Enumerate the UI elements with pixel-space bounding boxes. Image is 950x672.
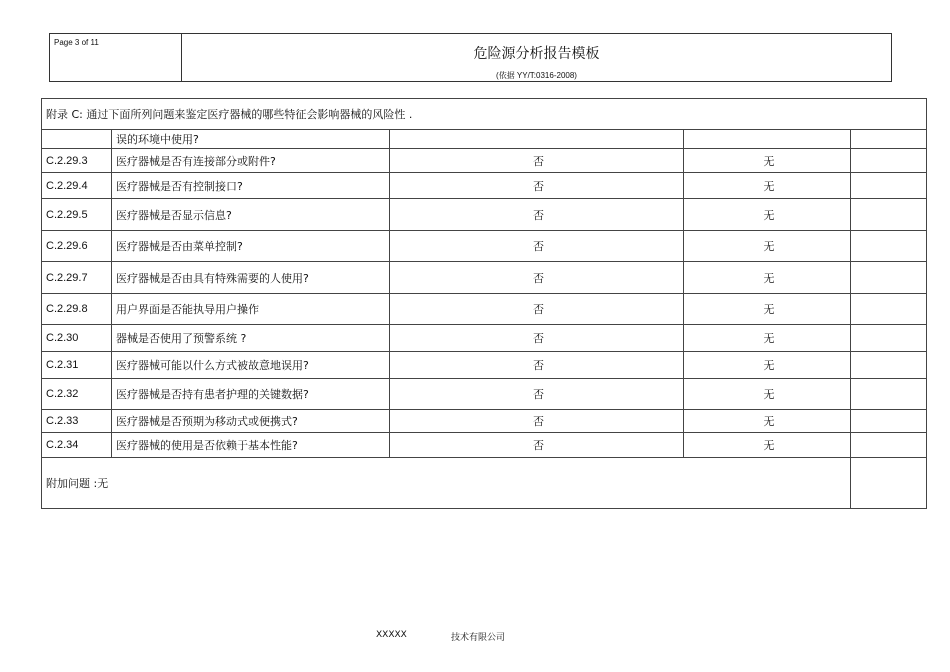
table-row — [42, 294, 927, 325]
intro-row — [42, 99, 927, 130]
hazard-cell: 无 — [684, 262, 851, 294]
footer-company-name: 技术有限公司 — [451, 633, 506, 643]
hazard-cell: 无 — [684, 199, 851, 231]
hazard-cell: 无 — [684, 379, 851, 410]
hazard-question-table — [41, 98, 927, 509]
question-cell: 医疗器械是否由菜单控制? — [112, 231, 390, 262]
hazard-cell: 无 — [684, 410, 851, 433]
code-cell: C.2.29.8 — [42, 294, 112, 325]
continuation-row — [42, 130, 927, 149]
page-number-cell — [50, 34, 182, 81]
answer-cell: 否 — [390, 325, 684, 352]
hazard-cell: 无 — [684, 433, 851, 458]
question-cell: 医疗器械是否显示信息? — [112, 199, 390, 231]
table-row — [42, 231, 927, 262]
code-cell: C.2.29.3 — [42, 149, 112, 173]
notes-cell — [851, 325, 927, 352]
footer-company-code: XXXXX — [376, 630, 407, 640]
intro-text: 附录 C: 通过下面所列问题来鉴定医疗器械的哪些特征会影响器械的风险性 . — [42, 99, 927, 130]
hazard-cell: 无 — [684, 231, 851, 262]
answer-cell: 否 — [390, 173, 684, 199]
table-row — [42, 149, 927, 173]
notes-cell — [851, 262, 927, 294]
answer-cell: 否 — [390, 379, 684, 410]
table-row — [42, 352, 927, 379]
answer-cell: 否 — [390, 149, 684, 173]
hazard-cell — [684, 130, 851, 149]
table-row — [42, 410, 927, 433]
table-row — [42, 199, 927, 231]
question-cell: 医疗器械是否预期为移动式或便携式? — [112, 410, 390, 433]
code-cell: C.2.32 — [42, 379, 112, 410]
document-title: 危险源分析报告模板 — [473, 46, 600, 62]
table-row — [42, 173, 927, 199]
table-row — [42, 379, 927, 410]
answer-cell: 否 — [390, 352, 684, 379]
question-cell: 器械是否使用了预警系统 ? — [112, 325, 390, 352]
code-cell — [42, 130, 112, 149]
code-cell: C.2.29.4 — [42, 173, 112, 199]
question-cell: 医疗器械可能以什么方式被故意地误用? — [112, 352, 390, 379]
table-row — [42, 433, 927, 458]
additional-questions: 附加问题 :无 — [42, 458, 851, 509]
notes-cell — [851, 149, 927, 173]
answer-cell: 否 — [390, 433, 684, 458]
code-cell: C.2.29.7 — [42, 262, 112, 294]
answer-cell: 否 — [390, 199, 684, 231]
hazard-cell: 无 — [684, 173, 851, 199]
page-number: Page 3 of 11 — [54, 38, 99, 47]
hazard-cell: 无 — [684, 294, 851, 325]
notes-cell — [851, 199, 927, 231]
answer-cell: 否 — [390, 262, 684, 294]
hazard-cell: 无 — [684, 149, 851, 173]
code-cell: C.2.34 — [42, 433, 112, 458]
question-cell: 误的环境中使用? — [112, 130, 390, 149]
notes-cell — [851, 410, 927, 433]
answer-cell — [390, 130, 684, 149]
document-header — [49, 33, 892, 82]
code-cell: C.2.29.6 — [42, 231, 112, 262]
answer-cell: 否 — [390, 410, 684, 433]
code-cell: C.2.30 — [42, 325, 112, 352]
notes-cell — [851, 433, 927, 458]
question-cell: 医疗器械是否持有患者护理的关键数据? — [112, 379, 390, 410]
code-cell: C.2.29.5 — [42, 199, 112, 231]
question-cell: 医疗器械是否由具有特殊需要的人使用? — [112, 262, 390, 294]
additional-row — [42, 458, 927, 509]
table-row — [42, 325, 927, 352]
question-cell: 医疗器械是否有控制接口? — [112, 173, 390, 199]
document-subtitle: (依据 YY/T:0316-2008) — [496, 71, 577, 80]
code-cell: C.2.31 — [42, 352, 112, 379]
notes-cell — [851, 231, 927, 262]
answer-cell: 否 — [390, 294, 684, 325]
notes-cell — [851, 173, 927, 199]
notes-cell — [851, 379, 927, 410]
notes-cell — [851, 458, 927, 509]
table-row — [42, 262, 927, 294]
notes-cell — [851, 294, 927, 325]
answer-cell: 否 — [390, 231, 684, 262]
question-cell: 医疗器械是否有连接部分或附件? — [112, 149, 390, 173]
notes-cell — [851, 130, 927, 149]
hazard-cell: 无 — [684, 325, 851, 352]
notes-cell — [851, 352, 927, 379]
hazard-cell: 无 — [684, 352, 851, 379]
question-cell: 用户界面是否能执导用户操作 — [112, 294, 390, 325]
code-cell: C.2.33 — [42, 410, 112, 433]
question-cell: 医疗器械的使用是否依赖于基本性能? — [112, 433, 390, 458]
